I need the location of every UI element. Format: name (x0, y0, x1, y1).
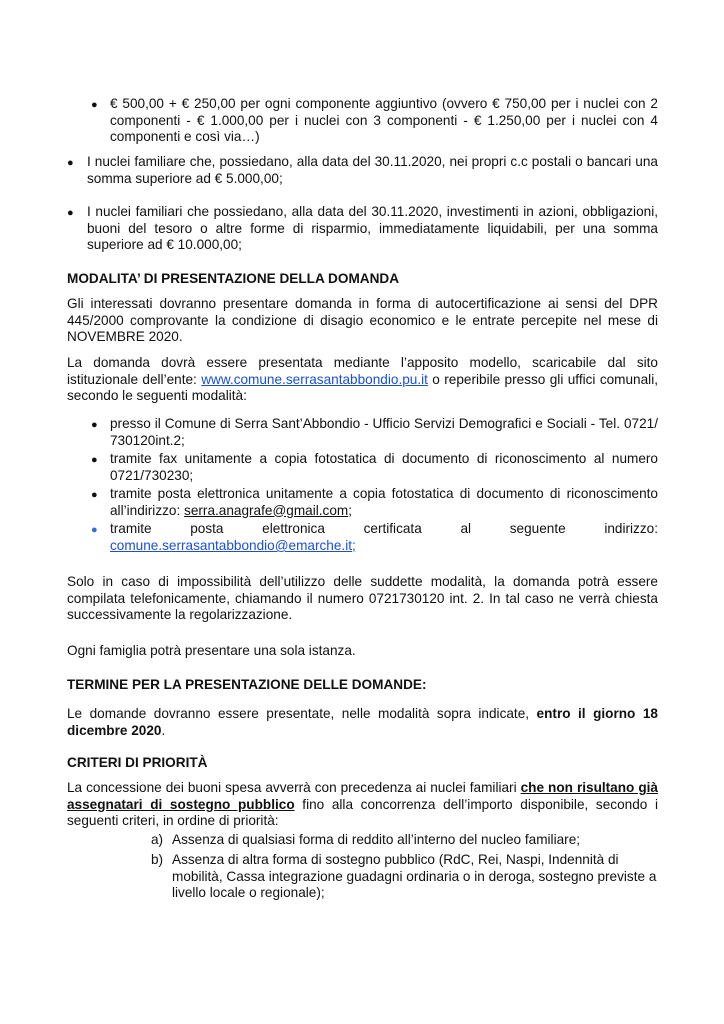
list-item: tramite fax unitamente a copia fotostatica di documento di riconoscimento al numero 0721/730230; (110, 451, 658, 483)
list-item-text: tramite posta elettronica unitamente a copia fotostatica di documento di riconoscimento all’indirizzo: (110, 486, 658, 518)
list-item: presso il Comune di Serra Sant’Abbondio - Ufficio Servizi Demografici e Sociali - Tel. 0721/ 730120int.2; (110, 416, 658, 448)
paragraph-text: . (161, 722, 166, 738)
paragraph-text: fino alla concorrenza dell’importo disponibile, secondo i seguenti criteri, in ordine di priorità: (67, 796, 658, 829)
website-link[interactable]: www.comune.serrasantabbondio.pu.it (201, 371, 428, 387)
paragraph-text: o reperibile presso gli uffici comunali, secondo le seguenti modalità: (67, 371, 658, 404)
paragraph: Solo in caso di impossibilità dell’utilizzo delle suddette modalità, la domanda potrà essere compilata telefonicamente, chiamando il numero 0721730120 int. 2. In tal caso ne verrà chiesta successivamente la regolarizzazione. (67, 574, 658, 623)
bullet-icon: ● (67, 157, 74, 169)
list-item: Assenza di altra forma di sostegno pubblico (RdC, Rei, Naspi, Indennità di mobilità, Cassa integrazione guadagni ordinaria o in deroga, sostegno previste a livello locale o regionale); (172, 852, 657, 901)
paragraph (67, 706, 658, 739)
list-item: Assenza di qualsiasi forma di reddito all’interno del nucleo familiare; (172, 832, 581, 847)
bullet-icon: ● (91, 419, 98, 431)
bullet-icon: ● (91, 489, 98, 501)
list-item: I nuclei familiari che possiedano, alla data del 30.11.2020, investimenti in azioni, obbligazioni, buoni del tesoro o altre forme di risparmio, immediatamente liquidabili, per una somma superiore ad € 10.000,00; (87, 204, 658, 253)
bullet-icon: ● (91, 99, 98, 111)
paragraph-text: La concessione dei buoni spesa avverrà con precedenza ai nuclei familiari (67, 780, 521, 795)
paragraph: Ogni famiglia potrà presentare una sola istanza. (67, 643, 356, 658)
list-item (110, 486, 658, 519)
email-link[interactable]: serra.anagrafe@gmail.com (184, 502, 349, 518)
pec-email-link[interactable]: comune.serrasantabbondio@emarche.it; (110, 538, 356, 553)
paragraph (67, 355, 658, 405)
list-item: I nuclei familiare che, possiedano, alla data del 30.11.2020, nei propri c.c postali o bancari una somma superiore ad € 5.000,00; (87, 154, 658, 186)
list-item: € 500,00 + € 250,00 per ogni componente aggiuntivo (ovvero € 750,00 per i nuclei con 2 componenti - € 1.000,00 per i nuclei con 3 componenti - € 1.250,00 per i nuclei con 4 componenti e così via…) (110, 96, 658, 145)
bullet-icon: ● (67, 207, 74, 219)
list-item: tramite posta elettronica certificata al seguente indirizzo: (110, 521, 658, 536)
paragraph: Gli interessati dovranno presentare domanda in forma di autocertificazione ai sensi del DPR 445/2000 comprovante la condizione di disagio economico e le entrate percepite nel mese di NOVEMBRE 2020. (67, 296, 658, 345)
bullet-icon: ● (91, 454, 98, 466)
list-marker: b) (151, 852, 164, 867)
section-heading-criteri: CRITERI DI PRIORITÀ (67, 755, 208, 770)
paragraph (67, 780, 658, 830)
list-item-text: ; (348, 502, 352, 518)
paragraph-text: Le domande dovranno essere presentate, nelle modalità sopra indicate, (67, 706, 537, 721)
section-heading-termine: TERMINE PER LA PRESENTAZIONE DELLE DOMANDE: (67, 677, 427, 692)
list-item-continuation (110, 538, 658, 555)
section-heading-modalita: MODALITA’ DI PRESENTAZIONE DELLA DOMANDA (67, 271, 400, 286)
list-marker: a) (151, 832, 164, 847)
paragraph-text: La domanda dovrà essere presentata mediante l’apposito modello, scaricabile dal sito istituzionale dell’ente: (67, 355, 658, 387)
emphasis-text: che non risultano già assegnatari di sostegno pubblico (67, 780, 658, 812)
bullet-icon: ● (91, 524, 98, 536)
deadline-text: entro il giorno 18 dicembre 2020 (67, 706, 658, 738)
